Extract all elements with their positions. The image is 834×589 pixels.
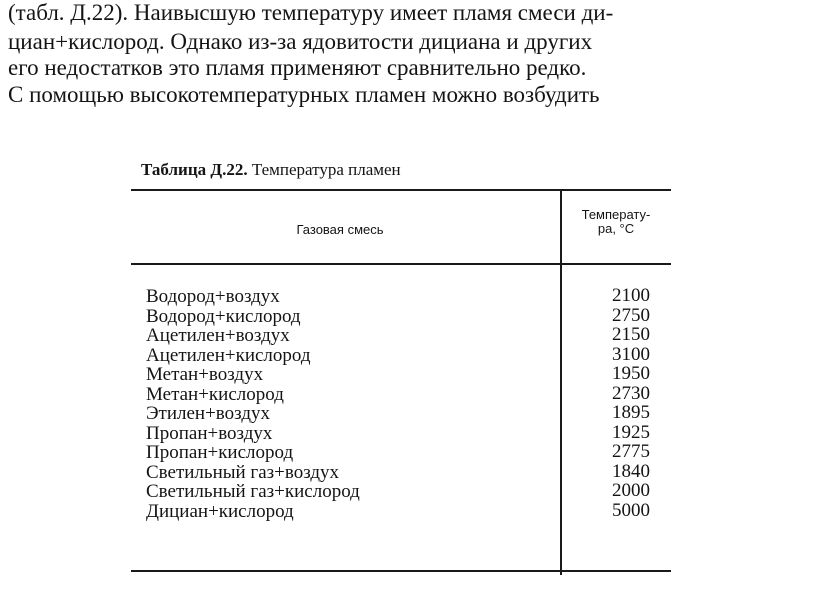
- table-row: [146, 287, 666, 307]
- paragraph-line: его недостатков это пламя применяют сравнительно редко.: [8, 55, 587, 80]
- temperature-cell: 3100: [612, 343, 650, 365]
- table-row: [146, 343, 666, 366]
- table-caption-label: Таблица Д.22.: [141, 160, 248, 179]
- mixture-cell: Метан+воздух: [146, 364, 264, 385]
- mixture-cell: Водород+кислород: [146, 305, 301, 327]
- temperature-cell: 2000: [612, 480, 650, 501]
- temperature-cell: 2100: [612, 285, 650, 306]
- table-row: [146, 404, 666, 424]
- table-body: [146, 287, 666, 521]
- temperature-cell: 2150: [612, 324, 650, 345]
- paragraph-line: С помощью высокотемпературных пламен можно возбудить: [8, 82, 600, 107]
- mixture-cell: Метан+кислород: [146, 383, 284, 405]
- column-header-mixture: Газовая смесь: [296, 222, 384, 237]
- table-row: [146, 382, 666, 405]
- mixture-cell: Ацетилен+кислород: [146, 344, 311, 366]
- table-caption: [141, 160, 401, 180]
- table-row: [146, 365, 666, 385]
- table-row: [146, 443, 666, 463]
- temperature-cell: 1925: [612, 421, 650, 443]
- paragraph-line: (табл. Д.22). Наивысшую температуру имеет пламя смеси ди-: [8, 0, 614, 25]
- table-caption-text: Температура пламен: [247, 160, 401, 179]
- temperature-cell: 2775: [612, 441, 650, 462]
- mixture-cell: Водород+воздух: [146, 286, 280, 307]
- temperature-cell: 1840: [612, 460, 650, 482]
- paragraph-line: циан+кислород. Однако из-за ядовитости дициана и других: [8, 29, 593, 54]
- temperature-cell: 5000: [612, 499, 650, 521]
- column-header-temperature: [566, 208, 666, 236]
- table-bottom-rule: [131, 570, 671, 572]
- column-header-temperature-line1: Температу-: [581, 207, 651, 222]
- mixture-cell: Ацетилен+воздух: [146, 325, 290, 346]
- temperature-cell: 1950: [612, 363, 650, 384]
- mixture-cell: Светильный газ+кислород: [146, 481, 360, 502]
- mixture-cell: Этилен+воздух: [146, 403, 270, 424]
- column-header-temperature-line2: ра, °С: [597, 221, 635, 236]
- table-row: [146, 460, 666, 483]
- temperature-cell: 2730: [612, 382, 650, 404]
- mixture-cell: Светильный газ+воздух: [146, 461, 340, 483]
- table-row: [146, 304, 666, 327]
- temperature-cell: 1895: [612, 402, 650, 423]
- table-top-rule: [131, 189, 671, 191]
- temperature-cell: 2750: [612, 304, 650, 326]
- table-row: [146, 482, 666, 502]
- table-row: [146, 421, 666, 444]
- mixture-cell: Дициан+кислород: [146, 500, 294, 522]
- table-row: [146, 326, 666, 346]
- table-row: [146, 499, 666, 522]
- mixture-cell: Пропан+кислород: [146, 442, 294, 463]
- mixture-cell: Пропан+воздух: [146, 422, 273, 444]
- header-bottom-rule: [131, 263, 671, 265]
